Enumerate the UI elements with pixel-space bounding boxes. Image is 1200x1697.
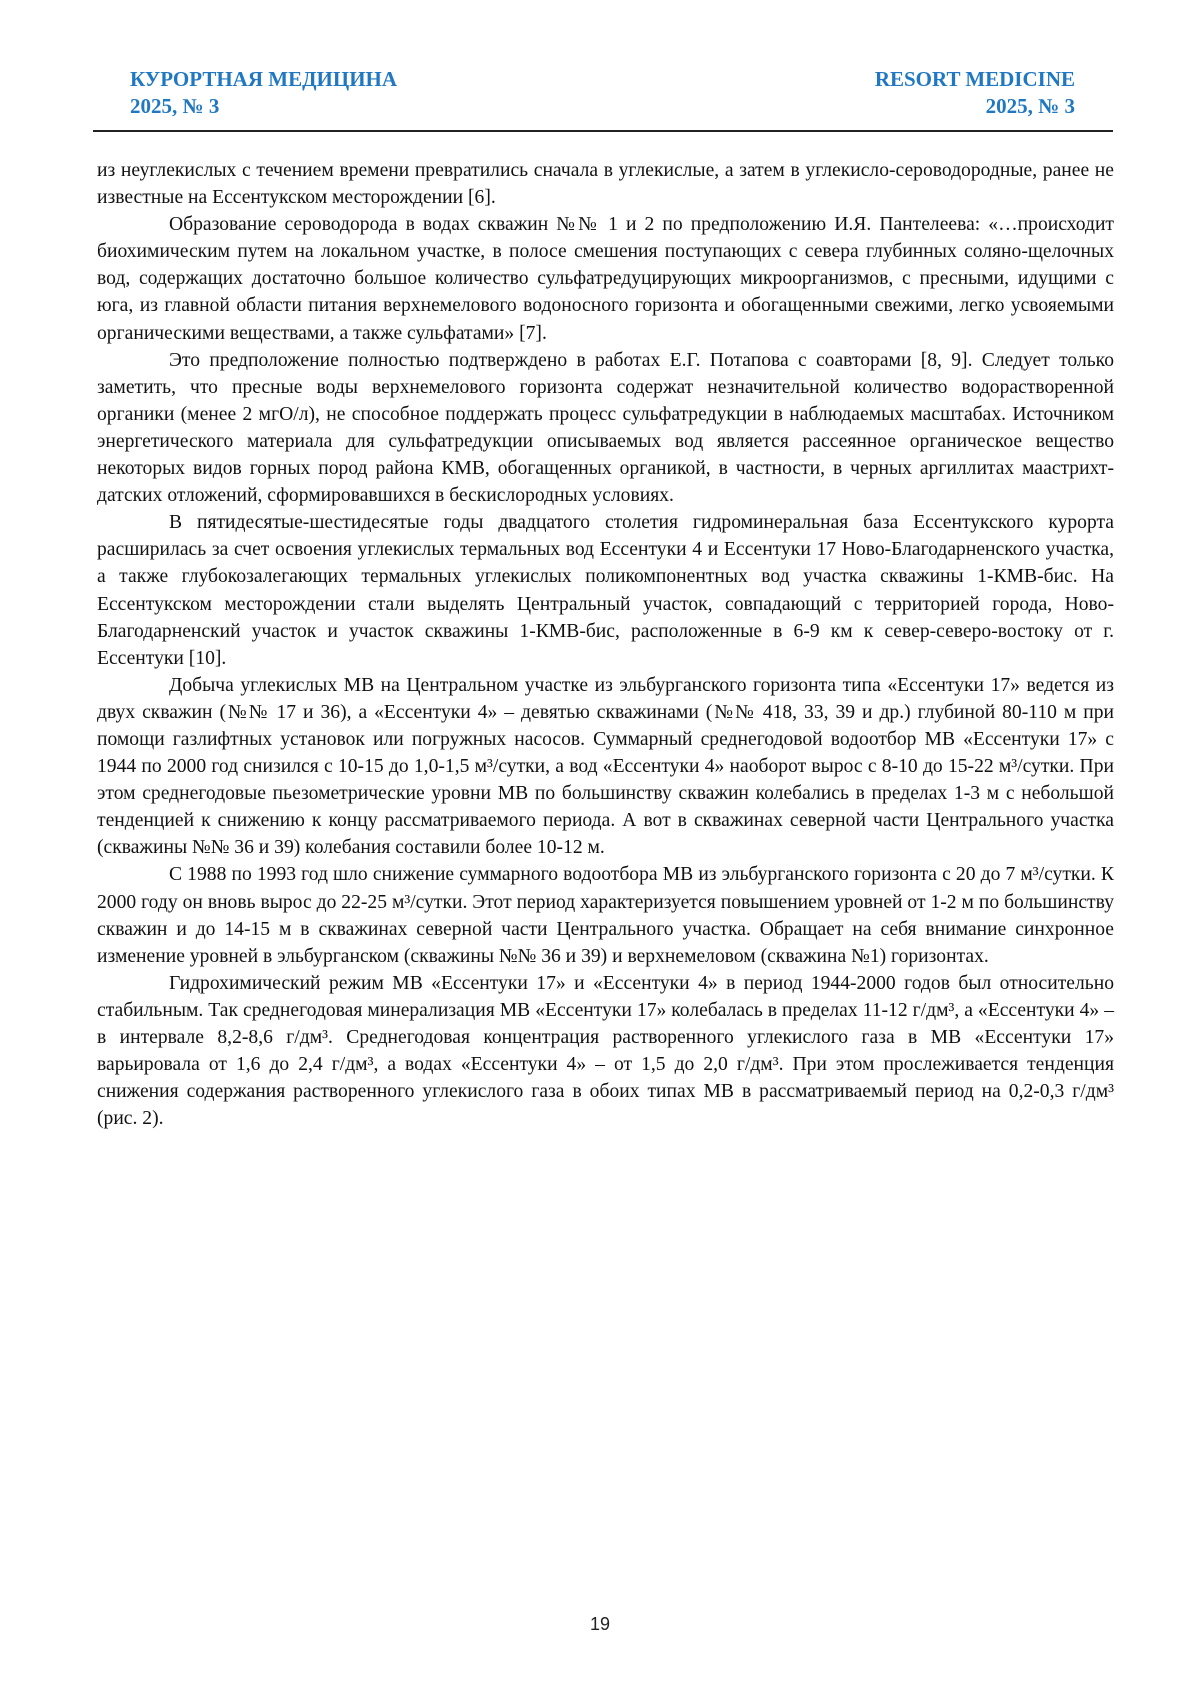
- paragraph: Гидрохимический режим МВ «Ессентуки 17» и «Ессентуки 4» в период 1944-2000 годов был относительно стабильным. Так среднегодовая минерализация МВ «Ессентуки 17» колебалась в пределах 11-12 г/дм³, а «Ессентуки 4» – в интервале 8,2-8,6 г/дм³. Среднегодовая концентрация растворенного углекислого газа в МВ «Ессентуки 17» варьировала от 1,6 до 2,4 г/дм³, а водах «Ессентуки 4» – от 1,5 до 2,0 г/дм³. При этом прослеживается тенденция снижения содержания растворенного углекислого газа в обоих типах МВ в рассматриваемый период на 0,2-0,3 г/дм³ (рис. 2).: [97, 970, 1114, 1133]
- journal-title-ru: КУРОРТНАЯ МЕДИЦИНА: [130, 66, 397, 93]
- issue-en: 2025, № 3: [875, 93, 1075, 120]
- header-right: [875, 66, 1075, 120]
- header-left: [130, 66, 397, 120]
- journal-title-en: RESORT MEDICINE: [875, 66, 1075, 93]
- paragraph: из неуглекислых с течением времени превратились сначала в углекислые, а затем в углекисло-сероводородные, ранее не известные на Ессентукском месторождении [6].: [97, 157, 1114, 211]
- paragraph: С 1988 по 1993 год шло снижение суммарного водоотбора МВ из эльбурганского горизонта с 20 до 7 м³/сутки. К 2000 году он вновь вырос до 22-25 м³/сутки. Этот период характеризуется повышением уровней от 1-2 м по большинству скважин и до 14-15 м в скважинах северной части Центрального участка. Обращает на себя внимание синхронное изменение уровней в эльбурганском (скважины №№ 36 и 39) и верхнемеловом (скважина №1) горизонтах.: [97, 861, 1114, 969]
- paragraph: Это предположение полностью подтверждено в работах Е.Г. Потапова с соавторами [8, 9]. Следует только заметить, что пресные воды верхнемелового горизонта содержат незначительной количество водорастворенной органики (менее 2 мгО/л), не способное поддержать процесс сульфатредукции в наблюдаемых масштабах. Источником энергетического материала для сульфатредукции описываемых вод является рассеянное органическое вещество некоторых видов горных пород района КМВ, обогащенных органикой, в частности, в черных аргиллитах маастрихт-датских отложений, сформировавшихся в бескислородных условиях.: [97, 347, 1114, 510]
- page-number: 19: [0, 1614, 1200, 1635]
- paragraph: Образование сероводорода в водах скважин №№ 1 и 2 по предположению И.Я. Пантелеева: «…происходит биохимическим путем на локальном участке, в полосе смешения поступающих с севера глубинных соляно-щелочных вод, содержащих достаточно большое количество сульфатредуцирующих микроорганизмов, с пресными, идущими с юга, из главной области питания верхнемелового водоносного горизонта и обогащенными свежими, легко усвояемыми органическими веществами, а также сульфатами» [7].: [97, 211, 1114, 346]
- paragraph: Добыча углекислых МВ на Центральном участке из эльбурганского горизонта типа «Ессентуки 17» ведется из двух скважин (№№ 17 и 36), а «Ессентуки 4» – девятью скважинами (№№ 418, 33, 39 и др.) глубиной 80-110 м при помощи газлифтных установок или погружных насосов. Суммарный среднегодовой водоотбор МВ «Ессентуки 17» с 1944 по 2000 год снизился с 10-15 до 1,0-1,5 м³/сутки, а вод «Ессентуки 4» наоборот вырос с 8-10 до 15-22 м³/сутки. При этом среднегодовые пьезометрические уровни МВ по большинству скважин колебались в пределах 1-3 м с небольшой тенденцией к снижению к концу рассматриваемого периода. А вот в скважинах северной части Центрального участка (скважины №№ 36 и 39) колебания составили более 10-12 м.: [97, 672, 1114, 862]
- article-body: [97, 157, 1114, 1132]
- header-divider: [93, 130, 1113, 132]
- paragraph: В пятидесятые-шестидесятые годы двадцатого столетия гидроминеральная база Ессентукского курорта расширилась за счет освоения углекислых термальных вод Ессентуки 4 и Ессентуки 17 Ново-Благодарненского участка, а также глубокозалегающих термальных углекислых поликомпонентных вод участка скважины 1-КМВ-бис. На Ессентукском месторождении стали выделять Центральный участок, совпадающий с территорией города, Ново-Благодарненский участок и участок скважины 1-КМВ-бис, расположенные в 6-9 км к север-северо-востоку от г. Ессентуки [10].: [97, 509, 1114, 672]
- issue-ru: 2025, № 3: [130, 93, 397, 120]
